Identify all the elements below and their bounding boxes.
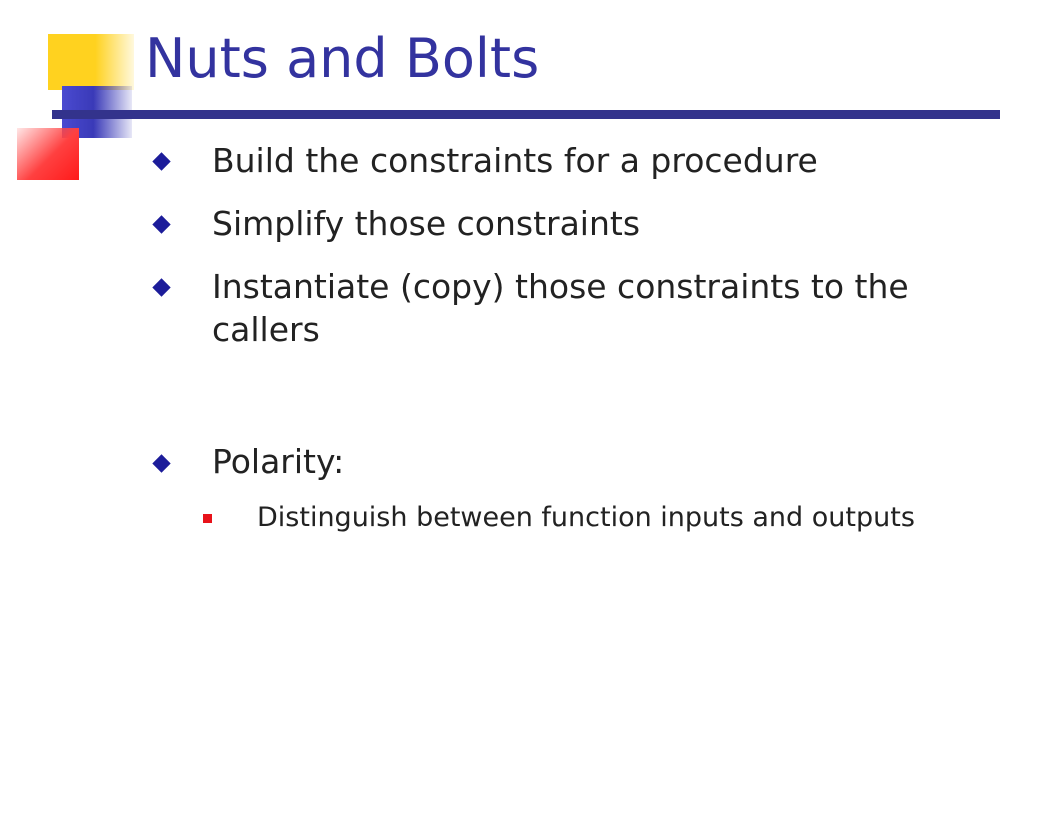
- diamond-bullet-icon: [152, 152, 170, 170]
- bullet-item: Polarity:: [212, 442, 345, 481]
- title-underline: [52, 110, 1000, 119]
- bullet-item: Simplify those constraints: [212, 204, 641, 243]
- bullet-item: Build the constraints for a procedure: [212, 141, 818, 180]
- diamond-bullet-icon: [152, 278, 170, 296]
- square-sub-bullet-icon: [203, 514, 212, 523]
- decoration-yellow-square: [48, 34, 134, 90]
- slide-title: Nuts and Bolts: [145, 27, 540, 90]
- bullet-item: Instantiate (copy) those constraints to the callers: [212, 267, 909, 349]
- diamond-bullet-icon: [152, 454, 170, 472]
- decoration-red-square: [17, 128, 79, 180]
- sub-bullet-item: Distinguish between function inputs and outputs: [257, 502, 915, 533]
- diamond-bullet-icon: [152, 215, 170, 233]
